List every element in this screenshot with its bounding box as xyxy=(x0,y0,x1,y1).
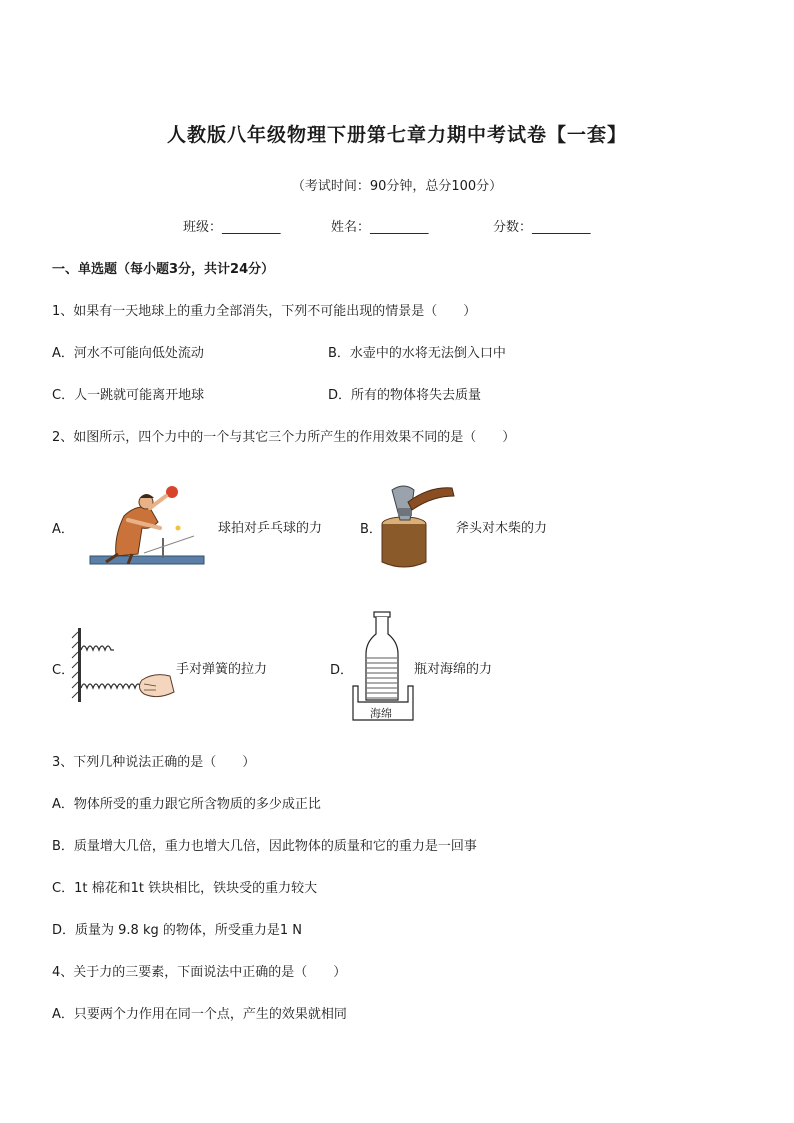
question-2-option-d-label: D． xyxy=(330,663,354,678)
section-heading: 一、单选题（每小题3分，共计24分） xyxy=(52,262,275,277)
question-3-stem: 3、下列几种说法正确的是（ ） xyxy=(52,755,256,770)
page-title: 人教版八年级物理下册第七章力期中考试卷【一套】 xyxy=(166,124,627,146)
table-tennis-figure xyxy=(88,478,206,568)
class-field: 班级：_________ xyxy=(183,220,281,235)
question-2-option-c-label: C． xyxy=(52,663,75,678)
question-1-option-d: D．所有的物体将失去质量 xyxy=(328,388,482,403)
question-3-option-a: A．物体所受的重力跟它所含物质的多少成正比 xyxy=(52,797,321,812)
spring-hand-figure xyxy=(70,626,176,704)
question-2-option-a-caption: 球拍对乒乓球的力 xyxy=(218,521,323,536)
question-1-option-c: C．人一跳就可能离开地球 xyxy=(52,388,205,403)
question-2-option-c-caption: 手对弹簧的拉力 xyxy=(176,662,268,677)
axe-wood-figure xyxy=(378,480,458,572)
question-2-stem: 2、如图所示，四个力中的一个与其它三个力所产生的作用效果不同的是（ ） xyxy=(52,430,516,445)
question-4-option-a: A．只要两个力作用在同一个点，产生的效果就相同 xyxy=(52,1007,347,1022)
question-4-stem: 4、关于力的三要素，下面说法中正确的是（ ） xyxy=(52,965,347,980)
question-2-option-a-label: A． xyxy=(52,522,74,537)
score-field: 分数：_________ xyxy=(493,220,591,235)
question-1-stem: 1、如果有一天地球上的重力全部消失，下列不可能出现的情景是（ ） xyxy=(52,304,477,319)
question-2-option-b-label: B． xyxy=(360,522,382,537)
exam-duration-note: （考试时间：90分钟，总分100分） xyxy=(291,179,503,194)
question-3-option-b: B．质量增大几倍，重力也增大几倍，因此物体的质量和它的重力是一回事 xyxy=(52,839,477,854)
question-2-option-b-caption: 斧头对木柴的力 xyxy=(456,521,548,536)
question-1-option-a: A．河水不可能向低处流动 xyxy=(52,346,204,361)
question-2-option-d-caption: 瓶对海绵的力 xyxy=(414,662,493,677)
question-1-option-b: B．水壶中的水将无法倒入口中 xyxy=(328,346,506,361)
name-field: 姓名：_________ xyxy=(331,220,429,235)
sponge-label: 海绵 xyxy=(370,707,392,720)
question-3-option-d: D．质量为 9.8 kg 的物体，所受重力是1 N xyxy=(52,923,302,938)
question-3-option-c: C．1t 棉花和1t 铁块相比，铁块受的重力较大 xyxy=(52,881,318,896)
